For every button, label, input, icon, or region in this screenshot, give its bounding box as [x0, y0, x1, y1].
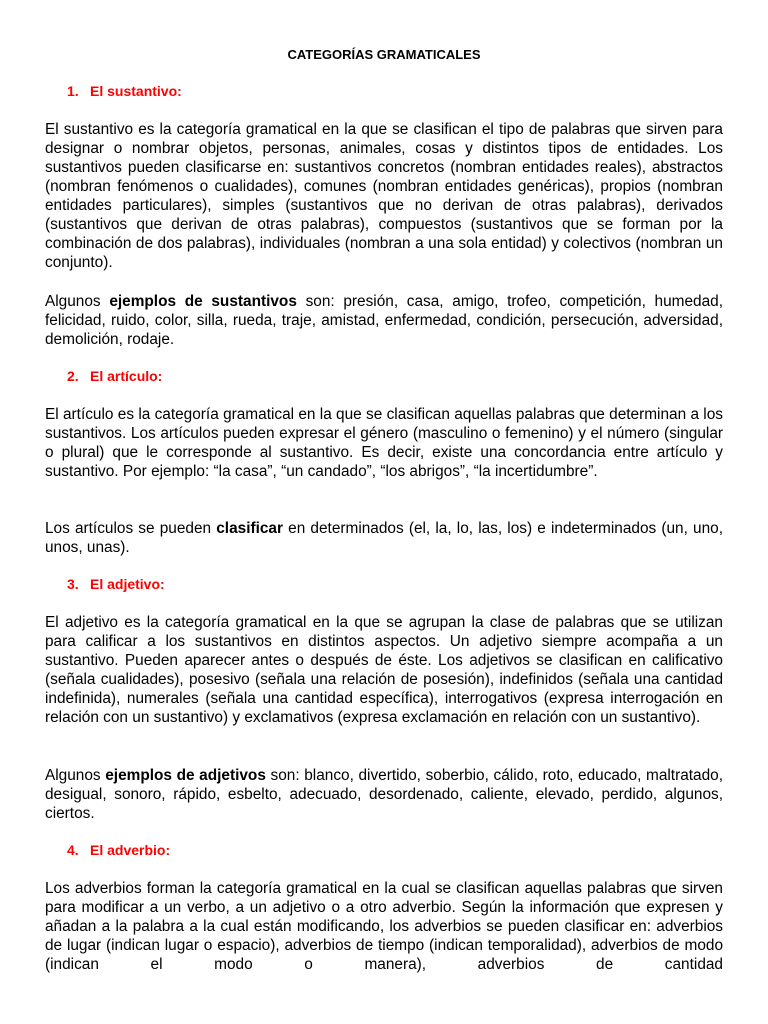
section-heading-text: El sustantivo:	[90, 83, 182, 99]
paragraph-text: El sustantivo es la categoría gramatical en la que se clasifican el tipo de palabras que sirven para designar o nombrar objetos, personas, animales, cosas y distintos tipos de entidades. Los sustantivos pueden clasificarse en: sustantivos concretos (nombran entidades reales), abstractos (nombran fenómenos o cualidades), comunes (nombran entidades genéricas), propios (nombran entidades particulares), simples (sustantivos que no derivan de otras palabras), derivados (sustantivos que derivan de otras palabras), compuestos (sustantivos que se forman por la combinación de dos palabras), individuales (nombran a una sola entidad) y colectivos (nombran un conjunto).	[45, 121, 723, 271]
paragraph-bold: ejemplos de sustantivos	[109, 293, 297, 310]
paragraph-articulo-classification	[45, 519, 723, 557]
paragraph-articulo-definition	[45, 405, 723, 481]
document-title: CATEGORÍAS GRAMATICALES	[287, 47, 481, 62]
paragraph-text: son: presión, casa, amigo, trofeo, competición, humedad, felicidad, ruido, color, silla, rueda, traje, amistad, enfermedad, condición, persecución, adversidad, demolición, rodaje.	[45, 293, 723, 348]
paragraph-text: Algunos	[45, 767, 106, 784]
section-heading-adjetivo	[67, 576, 165, 593]
section-heading-text: El artículo:	[90, 368, 163, 384]
section-heading-sustantivo	[67, 83, 182, 100]
section-number: 1.	[67, 83, 79, 99]
section-heading-text: El adverbio:	[90, 842, 171, 858]
paragraph-text: El adjetivo es la categoría gramatical en la que se agrupan la clase de palabras que se utilizan para calificar a los sustantivos en distintos aspectos. Un adjetivo siempre acompaña a un sustantivo. Pueden aparecer antes o después de éste. Los adjetivos se clasifican en calificativo (señala cualidades), posesivo (señala una relación de posesión), indefinidos (señala una cantidad indefinida), numerales (señala una cantidad específica), interrogativos (expresa interrogación en relación con un sustantivo) y exclamativos (expresa exclamación en relación con un sustantivo).	[45, 614, 723, 726]
paragraph-adjetivo-definition	[45, 613, 723, 727]
section-heading-adverbio	[67, 842, 170, 859]
paragraph-adjetivo-examples	[45, 766, 723, 823]
paragraph-text: en determinados (el, la, lo, las, los) e indeterminados (un, uno, unos, unas).	[45, 520, 723, 556]
paragraph-sustantivo-examples	[45, 292, 723, 349]
section-heading-text: El adjetivo:	[90, 576, 165, 592]
paragraph-bold: clasificar	[216, 520, 283, 537]
paragraph-text: El artículo es la categoría gramatical en la que se clasifican aquellas palabras que determinan a los sustantivos. Los artículos pueden expresar el género (masculino o femenino) y el número (singular o plural) que le corresponde al sustantivo. Es decir, existe una concordancia entre artículo y sustantivo. Por ejemplo: “la casa”, “un candado”, “los abrigos”, “la incertidumbre”.	[45, 406, 723, 480]
paragraph-text: son: blanco, divertido, soberbio, cálido, roto, educado, maltratado, desigual, sonoro, rápido, esbelto, adecuado, desordenado, caliente, elevado, perdido, algunos, ciertos.	[45, 767, 723, 822]
paragraph-bold: ejemplos de adjetivos	[105, 767, 266, 784]
section-number: 3.	[67, 576, 79, 592]
paragraph-text: Algunos	[45, 293, 110, 310]
paragraph-adverbio-definition	[45, 879, 723, 974]
paragraph-sustantivo-definition	[45, 120, 723, 272]
section-number: 2.	[67, 368, 79, 384]
paragraph-text: Los adverbios forman la categoría gramatical en la cual se clasifican aquellas palabras que sirven para modificar a un verbo, a un adjetivo o a otro adverbio. Según la información que expresen y añadan a la palabra a la cual están modificando, los adverbios se pueden clasificar en: adverbios de lugar (indican lugar o espacio), adverbios de tiempo (indican temporalidad), adverbios de modo (indican el modo o manera), adverbios de cantidad	[45, 880, 723, 973]
section-number: 4.	[67, 842, 79, 858]
paragraph-text: Los artículos se pueden	[45, 520, 217, 537]
section-heading-articulo	[67, 368, 162, 385]
